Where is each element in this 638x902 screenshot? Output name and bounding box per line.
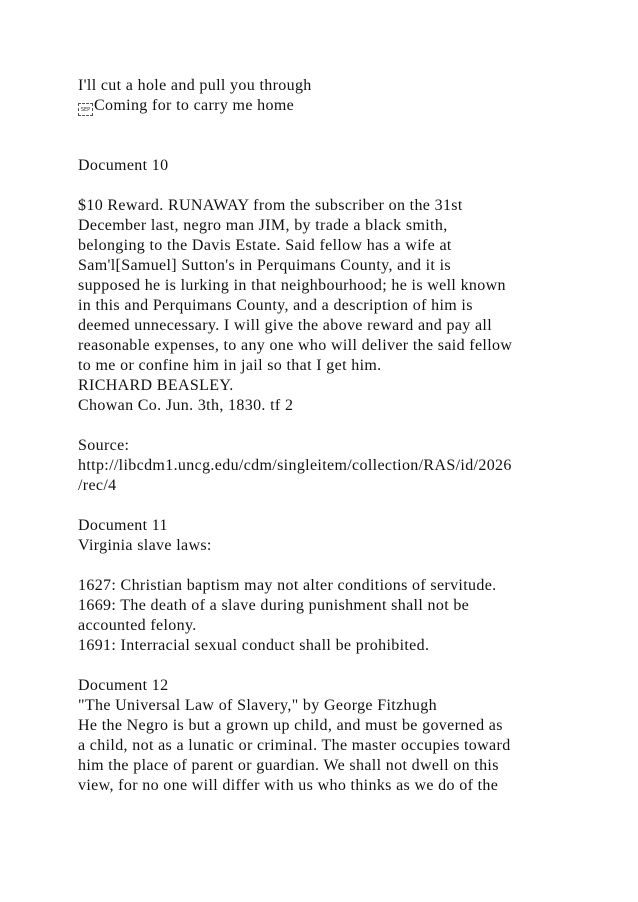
document-10-body-line: reasonable expenses, to any one who will deliver the said fellow	[78, 337, 513, 354]
spacer	[78, 556, 618, 576]
document-10-body-line: $10 Reward. RUNAWAY from the subscriber on the 31st	[78, 197, 463, 214]
document-12-body-line: a child, not as a lunatic or criminal. The master occupies toward	[78, 737, 511, 754]
document-11-law-line: accounted felony.	[78, 617, 197, 634]
document-10-signature: RICHARD BEASLEY.	[78, 377, 234, 394]
document-10-body-line: December last, negro man JIM, by trade a black smith,	[78, 217, 448, 234]
document-10-source-label: Source:	[78, 437, 130, 454]
document-10-dateline: Chowan Co. Jun. 3th, 1830. tf 2	[78, 397, 294, 414]
spacer	[78, 136, 618, 156]
document-11-law-line: 1669: The death of a slave during punishment shall not be	[78, 597, 470, 614]
document-10-body-line: supposed he is lurking in that neighbourhood; he is well known	[78, 277, 506, 294]
separator-glyph-icon: SEP	[78, 103, 93, 116]
document-12-heading: Document 12	[78, 677, 169, 694]
document-12-body-line: him the place of parent or guardian. We shall not dwell on this	[78, 757, 499, 774]
spacer	[78, 656, 618, 676]
document-11-law-line: 1691: Interracial sexual conduct shall be prohibited.	[78, 637, 430, 654]
spacer	[78, 416, 618, 436]
poem-line-2	[78, 96, 618, 116]
document-10-source-url-continued[interactable]: /rec/4	[78, 477, 117, 494]
document-10-body-line: belonging to the Davis Estate. Said fellow has a wife at	[78, 237, 452, 254]
spacer	[78, 176, 618, 196]
document-10-source-url[interactable]: http://libcdm1.uncg.edu/cdm/singleitem/collection/RAS/id/2026	[78, 457, 512, 474]
document-10-body-line: in this and Perquimans County, and a description of him is	[78, 297, 473, 314]
document-12-title: "The Universal Law of Slavery," by George Fitzhugh	[78, 697, 437, 714]
poem-line-2-text: Coming for to carry me home	[94, 97, 295, 114]
document-10-heading: Document 10	[78, 157, 169, 174]
document-10-body-line: to me or confine him in jail so that I get him.	[78, 357, 382, 374]
spacer	[78, 116, 618, 136]
document-11-law-line: 1627: Christian baptism may not alter conditions of servitude.	[78, 577, 497, 594]
document-12-body-line: He the Negro is but a grown up child, and must be governed as	[78, 717, 503, 734]
document-10-body-line: Sam'l[Samuel] Sutton's in Perquimans County, and it is	[78, 257, 451, 274]
poem-line-1: I'll cut a hole and pull you through	[78, 77, 312, 94]
document-11-heading: Document 11	[78, 517, 168, 534]
document-10-body-line: deemed unnecessary. I will give the above reward and pay all	[78, 317, 493, 334]
document-12-body-line: view, for no one will differ with us who thinks as we do of the	[78, 777, 499, 794]
spacer	[78, 496, 618, 516]
document-11-subheading: Virginia slave laws:	[78, 537, 212, 554]
document-page	[78, 76, 618, 796]
